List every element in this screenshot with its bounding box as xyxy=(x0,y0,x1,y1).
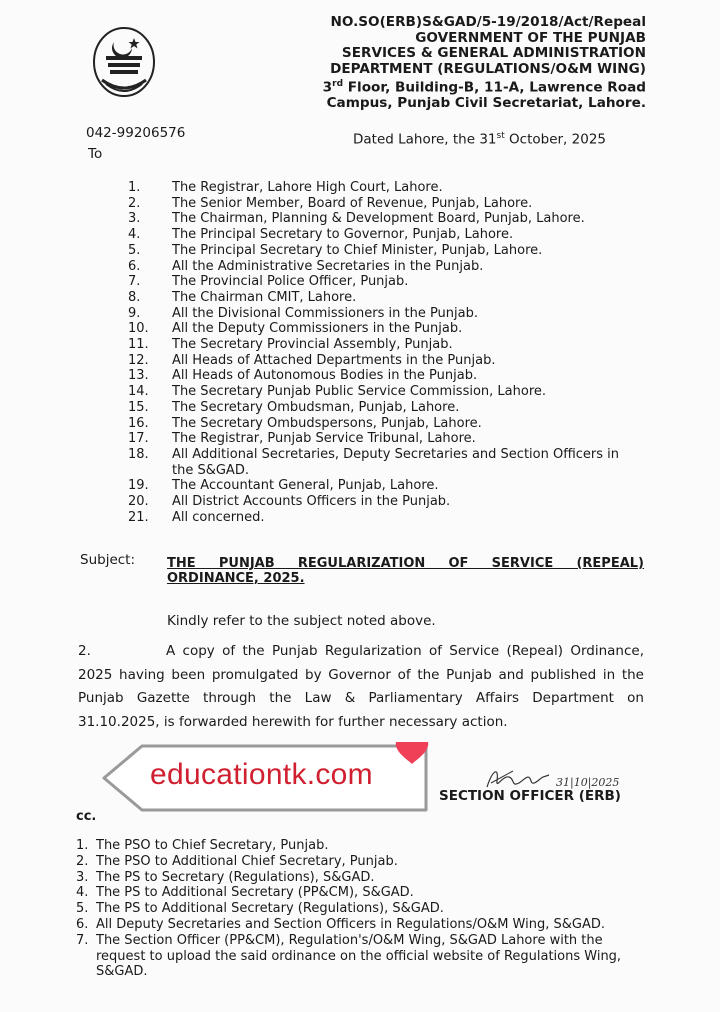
cc-number: 3. xyxy=(76,869,89,885)
recipient-item xyxy=(128,321,642,337)
recipient-number: 20. xyxy=(128,494,149,510)
recipient-number: 5. xyxy=(128,242,141,258)
reference-number: NO.SO(ERB)S&GAD/5-19/2018/Act/Repeal xyxy=(330,14,646,30)
recipient-text: All the Deputy Commissioners in the Punjab. xyxy=(172,321,463,337)
recipient-item xyxy=(128,306,642,322)
recipient-number: 1. xyxy=(128,180,141,195)
recipient-text: All concerned. xyxy=(172,509,265,525)
recipient-item xyxy=(128,196,642,212)
phone-number: 042-99206576 xyxy=(86,125,186,141)
cc-item xyxy=(76,885,646,901)
recipient-list xyxy=(128,180,642,525)
recipient-number: 7. xyxy=(128,274,141,290)
recipient-item xyxy=(128,337,642,353)
recipient-number: 8. xyxy=(128,289,141,305)
header-line-wing: DEPARTMENT (REGULATIONS/O&M WING) xyxy=(330,60,646,77)
recipient-number: 9. xyxy=(128,305,141,321)
cc-number: 1. xyxy=(76,838,89,853)
recipient-item xyxy=(128,431,642,447)
cc-item xyxy=(76,901,646,917)
recipient-number: 16. xyxy=(128,415,149,431)
recipient-number: 15. xyxy=(128,399,149,415)
recipient-text: The Accountant General, Punjab, Lahore. xyxy=(172,478,439,494)
subject-line-1: THE PUNJAB REGULARIZATION OF SERVICE (REPEAL) xyxy=(167,556,644,571)
header-line-campus: Campus, Punjab Civil Secretariat, Lahore. xyxy=(326,95,646,112)
recipient-number: 2. xyxy=(128,195,141,211)
recipient-item xyxy=(128,447,642,478)
subject-label: Subject: xyxy=(80,552,136,568)
recipient-item xyxy=(128,368,642,384)
recipient-item xyxy=(128,180,642,196)
punjab-government-emblem-icon xyxy=(92,26,156,98)
recipient-number: 13. xyxy=(128,368,149,384)
recipient-item xyxy=(128,494,642,510)
recipient-number: 3. xyxy=(128,211,141,227)
cc-text: The PS to Additional Secretary (PP&CM), S&GAD. xyxy=(96,885,414,901)
recipient-number: 6. xyxy=(128,258,141,274)
cc-number: 5. xyxy=(76,901,89,917)
recipient-text: The Secretary Punjab Public Service Commission, Lahore. xyxy=(172,384,547,400)
kindly-refer-text: Kindly refer to the subject noted above. xyxy=(167,613,436,629)
cc-text: The PSO to Additional Chief Secretary, Punjab. xyxy=(96,853,398,869)
recipient-text: All Additional Secretaries, Deputy Secretaries and Section Officers in the S&GAD. xyxy=(172,446,620,478)
recipient-text: All the Divisional Commissioners in the Punjab. xyxy=(172,305,479,321)
recipient-item xyxy=(128,290,642,306)
recipient-text: The Principal Secretary to Governor, Punjab, Lahore. xyxy=(172,227,514,243)
recipient-text: All Heads of Autonomous Bodies in the Punjab. xyxy=(172,368,478,384)
recipient-item xyxy=(128,227,642,243)
recipient-text: The Chairman, Planning & Development Board, Punjab, Lahore. xyxy=(172,211,585,227)
cc-item xyxy=(76,838,646,854)
recipient-item xyxy=(128,259,642,275)
cc-number: 7. xyxy=(76,932,89,948)
cc-number: 2. xyxy=(76,853,89,869)
recipient-text: The Secretary Ombudspersons, Punjab, Lahore. xyxy=(172,415,482,431)
recipient-number: 17. xyxy=(128,431,149,447)
header-line-department: SERVICES & GENERAL ADMINISTRATION xyxy=(341,45,646,61)
cc-text: The PS to Additional Secretary (Regulations), S&GAD. xyxy=(96,901,444,917)
cc-number: 4. xyxy=(76,885,89,901)
recipient-item xyxy=(128,416,642,432)
recipient-number: 4. xyxy=(128,227,141,243)
recipient-number: 19. xyxy=(128,478,149,494)
cc-list xyxy=(76,838,646,980)
letter-header xyxy=(323,15,646,112)
signatory-title: SECTION OFFICER (ERB) xyxy=(439,788,621,804)
header-line-government: GOVERNMENT OF THE PUNJAB xyxy=(415,29,646,46)
cc-item xyxy=(76,933,646,980)
cc-text: The PSO to Chief Secretary, Punjab. xyxy=(96,838,329,853)
recipient-text: The Provincial Police Officer, Punjab. xyxy=(172,274,409,290)
signature-date: 31|10|2025 xyxy=(556,776,620,789)
recipient-number: 11. xyxy=(128,337,149,353)
cc-text: All Deputy Secretaries and Section Officers in Regulations/O&M Wing, S&GAD. xyxy=(96,916,605,932)
recipient-text: All the Administrative Secretaries in the Punjab. xyxy=(172,258,484,274)
to-label: To xyxy=(88,146,103,162)
watermark-text: educationtk.com xyxy=(150,758,373,791)
header-line-address: 3rd Floor, Building-B, 11-A, Lawrence Road xyxy=(322,79,646,96)
recipient-item xyxy=(128,478,642,494)
subject-line-2: ORDINANCE, 2025. xyxy=(167,571,305,586)
recipient-item xyxy=(128,274,642,290)
recipient-number: 21. xyxy=(128,509,149,525)
subject-text xyxy=(167,556,644,586)
recipient-number: 14. xyxy=(128,384,149,400)
recipient-number: 18. xyxy=(128,446,149,462)
paragraph-text: A copy of the Punjab Regularization of Service (Repeal) Ordinance, 2025 having been promulgated by Governor of the Punjab and published in the Punjab Gazette through the Law & Parliamentary Affairs Department on 31.10.2025, is forwarded herewith for further necessary action. xyxy=(78,643,644,730)
paragraph-number: 2. xyxy=(78,643,91,659)
paragraph-2 xyxy=(78,640,644,734)
recipient-text: The Registrar, Punjab Service Tribunal, Lahore. xyxy=(172,431,476,447)
cc-text: The PS to Secretary (Regulations), S&GAD. xyxy=(96,869,375,885)
cc-item xyxy=(76,870,646,886)
recipient-text: The Secretary Provincial Assembly, Punjab. xyxy=(172,337,453,353)
cc-label: cc. xyxy=(76,809,97,824)
recipient-text: The Registrar, Lahore High Court, Lahore. xyxy=(172,180,443,195)
recipient-text: All District Accounts Officers in the Punjab. xyxy=(172,494,451,510)
recipient-number: 10. xyxy=(128,321,149,337)
recipient-item xyxy=(128,400,642,416)
cc-item xyxy=(76,854,646,870)
cc-text: The Section Officer (PP&CM), Regulation's/O&M Wing, S&GAD Lahore with the request to upload the said ordinance on the official website of Regulations Wing, S&GAD. xyxy=(96,932,622,980)
cc-item xyxy=(76,917,646,933)
recipient-text: The Secretary Ombudsman, Punjab, Lahore. xyxy=(172,399,460,415)
recipient-item xyxy=(128,211,642,227)
recipient-number: 12. xyxy=(128,352,149,368)
recipient-text: All Heads of Attached Departments in the Punjab. xyxy=(172,352,496,368)
recipient-item xyxy=(128,243,642,259)
recipient-item xyxy=(128,384,642,400)
recipient-text: The Senior Member, Board of Revenue, Punjab, Lahore. xyxy=(172,195,533,211)
recipient-item xyxy=(128,510,642,526)
recipient-text: The Principal Secretary to Chief Minister, Punjab, Lahore. xyxy=(172,242,543,258)
letter-date: Dated Lahore, the 31st October, 2025 xyxy=(353,131,606,148)
recipient-item xyxy=(128,353,642,369)
cc-number: 6. xyxy=(76,916,89,932)
recipient-text: The Chairman CMIT, Lahore. xyxy=(172,289,357,305)
